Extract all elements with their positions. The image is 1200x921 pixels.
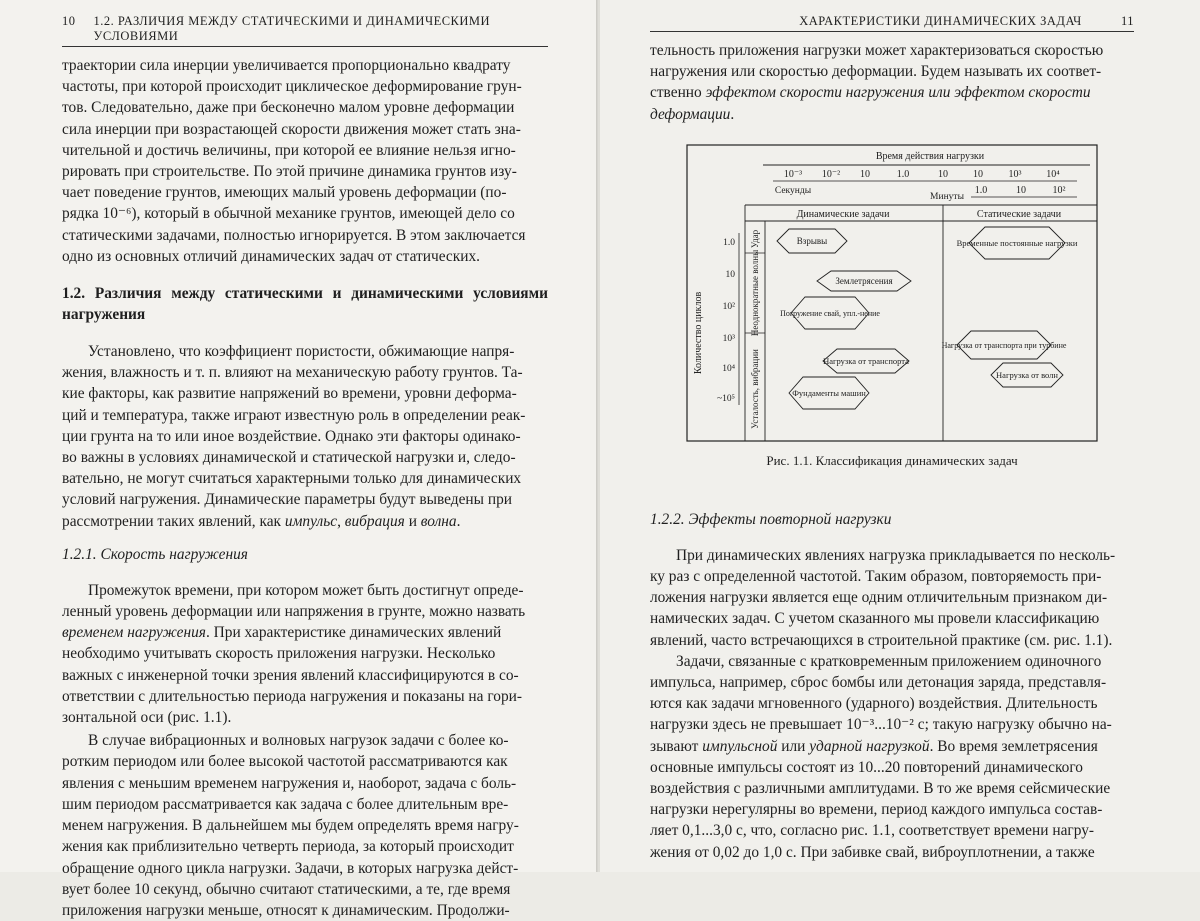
sec-tick-label: 10⁴ <box>1046 168 1060 180</box>
dynamic-tasks-label: Динамические задачи <box>796 208 890 220</box>
term-loading-time: временем нагружения <box>62 624 206 642</box>
min-tick-label: 1.0 <box>974 184 988 196</box>
text-line: намических задач. С учетом сказанного мы провели классификацию <box>650 610 1100 628</box>
text-line: зонтальной оси (рис. 1.1). <box>62 709 232 727</box>
text-line: тов. Следовательно, даже при бесконечно малом уровне деформации <box>62 99 515 117</box>
text-line: жения как приблизительно четверть периода, за который происходит <box>62 838 514 856</box>
min-tick-label: 10² <box>1052 184 1066 196</box>
bubble-foundation-label: Нагрузка от транспорта при турбине <box>941 340 1067 350</box>
text-line: необходимо учитывать скорость приложения нагрузки. Несколько <box>62 645 496 663</box>
text-line: траектории сила инерции увеличивается пропорционально квадрату <box>62 57 511 74</box>
bubble-quake <box>817 271 911 291</box>
text-line <box>650 736 1134 757</box>
bubble-wave <box>991 363 1063 387</box>
text-line: чительной и достичь величины, при которой ее влияние нельзя игно- <box>62 141 516 159</box>
text-line: ций и температура, также играют известную роль в определении реак- <box>62 406 526 424</box>
right-intro-paragraph <box>650 40 1134 125</box>
text-line: ку раз с определенной частотой. Таким образом, повторяемость при- <box>650 568 1102 586</box>
text-line: Установлено, что коэффициент пористости, обжимающие напря- <box>88 343 515 361</box>
text-line: ляет 0,1...3,0 с, что, согласно рис. 1.1, соответствует времени нагру- <box>650 822 1095 840</box>
text-line: ложения нагрузки является еще одним отличительным признаком ди- <box>650 589 1108 607</box>
paragraph-vibration-loads <box>62 730 548 921</box>
text-line: рировать при строительстве. По этой причине динамика грунтов изу- <box>62 163 517 181</box>
bubble-machine-label: Фундаменты машин <box>792 387 866 398</box>
text-line: тельность приложения нагрузки может характеризоваться скоростью <box>650 42 1104 59</box>
bubble-pile <box>780 297 880 329</box>
bubble-creep <box>957 227 1078 259</box>
text-line: нагружения или скоростью деформации. Будем называть их соответ- <box>650 63 1102 81</box>
left-page <box>0 0 598 919</box>
right-running-title: ХАРАКТЕРИСТИКИ ДИНАМИЧЕСКИХ ЗАДАЧ <box>799 14 1082 28</box>
static-tasks-label: Статические задачи <box>976 208 1062 220</box>
cycle-ticks <box>717 233 739 405</box>
term-strain-rate: деформации <box>650 105 731 123</box>
text-line: ленный уровень деформации или напряжения в грунте, можно назвать <box>62 603 526 621</box>
cycle-tick-label: 10⁴ <box>722 363 735 374</box>
text-line: импульса, например, сброс бомбы или детонация заряда, представля- <box>650 674 1107 692</box>
text-line: При динамических явлениях нагрузка прикладывается по несколь- <box>676 546 1116 564</box>
bubble-creep-label: Временные постоянные нагрузки <box>956 237 1078 248</box>
text-line: приложения нагрузки меньше, относят к динамическим. Продолжи- <box>62 901 510 919</box>
sec-tick-label: 10³ <box>1008 168 1022 180</box>
seconds-label: Секунды <box>774 185 812 196</box>
paragraph-impulse-tasks <box>650 651 1134 863</box>
text-line: шим периодом рассматривается как задача с более длительным вре- <box>62 795 509 813</box>
text-line: статическими задачами, полностью игнорируется. В этом заключается <box>62 226 526 244</box>
cycle-tick-label: 1.0 <box>723 237 735 248</box>
text-line <box>62 622 548 643</box>
text-run: , <box>337 512 345 530</box>
text-line: одно из основных отличий динамических задач от статических. <box>62 247 481 265</box>
term-wave: волна <box>420 512 457 530</box>
time-header: Время действия нагрузки <box>875 150 985 162</box>
bubble-pile-label: Погружение свай, упл.-нение <box>780 308 880 318</box>
left-intro-paragraph <box>62 55 548 267</box>
term-impact-load: ударной нагрузкой <box>809 737 930 755</box>
subsection-heading-repeated-load: 1.2.2. Эффекты повторной нагрузки <box>650 510 892 528</box>
text-line: вует более 10 секунд, обычно считают статическими, а те, где время <box>62 880 511 898</box>
left-page-number: 10 <box>62 14 76 28</box>
text-line: основные импульсы состоят из 10...20 повторений динамического <box>650 758 1083 776</box>
text-run: и <box>404 512 421 530</box>
text-line: ции грунта на то или иное воздействие. Однако эти факторы одинако- <box>62 427 521 445</box>
cycle-tick-label: 10² <box>722 301 735 312</box>
text-line: частоты, при которой происходит циклическое деформирование грун- <box>62 78 522 96</box>
text-run: . Во время землетрясения <box>929 737 1098 755</box>
cycle-tick-label: ~10⁵ <box>717 393 735 404</box>
figure-1-1 <box>650 143 1134 469</box>
text-line: ротким периодом или более высокой частотой рассматриваются как <box>62 753 508 771</box>
text-line: кие факторы, как развитие напряжений во времени, уровни деформа- <box>62 385 517 403</box>
term-impulse: импульс <box>284 512 338 530</box>
minutes-ticks <box>930 185 1077 202</box>
term-impulse-load: импульсной <box>702 737 778 755</box>
cycle-tick-label: 10 <box>725 269 735 280</box>
text-line: явлений, часто встречающихся в строительной практике (см. рис. 1.1). <box>650 631 1113 649</box>
text-line: менем нагружения. В дальнейшем мы будем определять время нагру- <box>62 817 519 835</box>
text-line: Задачи, связанные с кратковременным приложением одиночного <box>676 652 1102 670</box>
band-fatigue-label: Усталость, вибрации <box>750 348 760 429</box>
sec-tick-label: 10 <box>973 168 983 180</box>
paragraph-loading-time <box>62 580 548 728</box>
text-line: явления с меньшим временем нагружения и, наоборот, задача с боль- <box>62 774 517 792</box>
band-repeated-label: Неоднократные волны <box>750 249 760 336</box>
term-vibration: вибрация <box>344 512 405 530</box>
sec-tick-label: 10 <box>860 168 870 180</box>
bubble-traffic-label: Нагрузка от транспорта <box>823 355 909 366</box>
paragraph-factors <box>62 341 548 532</box>
text-line <box>650 104 1134 125</box>
text-line: рядка 10⁻⁶), который в обычной механике грунтов, имеющей дело со <box>62 205 515 223</box>
text-line: во важны в условиях динамической и статической нагрузки и, следо- <box>62 449 516 467</box>
cycle-tick-label: 10³ <box>722 333 735 344</box>
sec-tick-label: 10⁻² <box>821 168 841 180</box>
left-running-title: 1.2. РАЗЛИЧИЯ МЕЖДУ СТАТИЧЕСКИМИ И ДИНАМИЧЕСКИМИ УСЛОВИЯМИ <box>93 14 491 43</box>
bubble-blast <box>777 229 847 253</box>
bubble-traffic <box>823 349 909 373</box>
diagram-frame <box>687 145 1097 441</box>
text-line <box>650 82 1134 103</box>
subsection-heading-loading-rate: 1.2.1. Скорость нагружения <box>62 545 248 563</box>
paragraph-repeated-load <box>650 545 1134 651</box>
right-running-head <box>650 14 1134 32</box>
text-run: . <box>730 105 735 123</box>
band-impact-label: Удар <box>750 229 760 248</box>
text-line: чает поведение грунтов, имеющих малый уровень деформации (по- <box>62 184 507 202</box>
bubble-machine <box>789 377 869 409</box>
text-line: ответствии с длительностью периода нагружения и показаны на гори- <box>62 687 523 705</box>
text-line: важных с инженерной точки зрения явлений классифицируются в со- <box>62 666 519 684</box>
text-line: нагрузки здесь не превышает 10⁻³...10⁻² с; такую нагрузку обычно на- <box>650 716 1112 734</box>
sec-tick-label: 10 <box>938 168 948 180</box>
section-heading: 1.2. Различия между статическими и динамическими условиями нагружения <box>62 285 548 324</box>
text-line: жения от 0,02 до 1,0 с. При забивке свай, виброуплотнении, а также <box>650 843 1095 861</box>
left-running-head <box>62 14 548 47</box>
text-line: условий нагружения. Динамические параметры будут выведены при <box>62 491 513 509</box>
figure-caption: Рис. 1.1. Классификация динамических задач <box>766 452 1018 468</box>
cycles-axis-label: Количество циклов <box>693 291 704 374</box>
seconds-ticks <box>773 169 1077 181</box>
bubble-blast-label: Взрывы <box>796 235 828 246</box>
text-line: воздействия с различными амплитудами. В то же время сейсмические <box>650 780 1111 798</box>
sec-tick-label: 1.0 <box>896 168 910 180</box>
text-line: ются как задачи мгновенного (ударного) воздействия. Длительность <box>650 695 1098 713</box>
right-page <box>600 0 1200 872</box>
term-rate-effect: эффектом скорости нагружения или эффектом скорости <box>705 84 1091 102</box>
text-line: сила инерции при возрастающей скорости движения может стать зна- <box>62 120 521 138</box>
min-tick-label: 10 <box>1016 184 1026 196</box>
bubble-foundation <box>942 331 1067 359</box>
bubble-wave-label: Нагрузка от волн <box>996 369 1058 380</box>
right-page-number: 11 <box>1120 14 1134 28</box>
text-run: рассмотрении таких явлений, как <box>62 512 285 530</box>
text-run: . <box>456 512 461 530</box>
text-run: ственно <box>650 84 706 102</box>
minutes-label: Минуты <box>930 191 964 202</box>
text-line: Промежуток времени, при котором может быть достигнут опреде- <box>88 581 524 599</box>
text-line: жения, влажность и т. п. влияют на механическую работу грунтов. Та- <box>62 364 523 382</box>
text-line: вательно, не могут считаться характерными только для динамических <box>62 470 522 488</box>
text-run: зывают <box>650 737 703 755</box>
bubble-quake-label: Землетрясения <box>835 275 893 286</box>
text-line: В случае вибрационных и волновых нагрузок задачи с более ко- <box>88 732 509 750</box>
text-line: нагрузки нерегулярны во времени, период каждого импульса состав- <box>650 801 1103 819</box>
classification-diagram <box>685 143 1099 443</box>
text-run: или <box>777 737 810 755</box>
text-run: . При характеристике динамических явлений <box>205 624 502 642</box>
sec-tick-label: 10⁻³ <box>783 168 803 180</box>
text-line: обращение одного цикла нагрузки. Задачи, в которых нагрузка дейст- <box>62 859 519 877</box>
text-line <box>62 511 548 532</box>
